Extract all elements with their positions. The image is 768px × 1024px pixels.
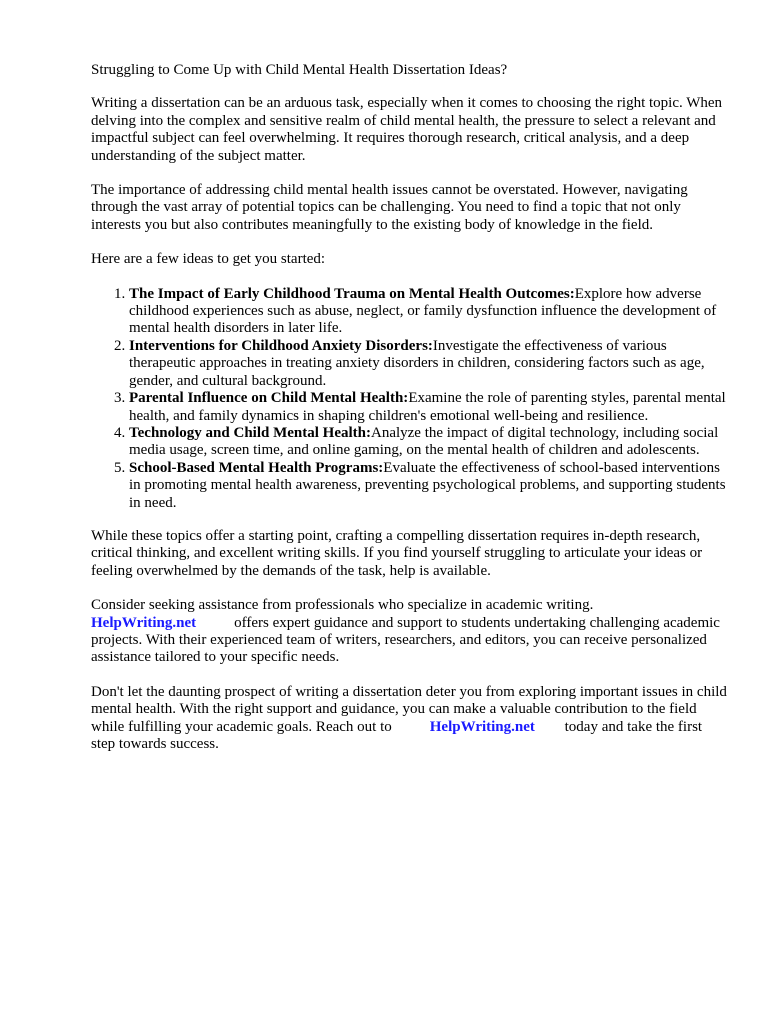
closing-lead: Don't let the daunting prospect of writing a dissertation deter you from exploring important issues in child mental health. With the right support and guidance, you can make a valuable contribution to the field while fulfilling your academic goals. Reach out to bbox=[91, 683, 727, 735]
helpwriting-link[interactable]: HelpWriting.net bbox=[91, 614, 197, 631]
assistance-lead: Consider seeking assistance from professionals who specialize in academic writing. bbox=[91, 597, 594, 614]
ideas-intro: Here are a few ideas to get you started: bbox=[91, 251, 326, 268]
idea-text: Analyze the impact of digital technology, including social media usage, screen time, and online gaming, on the mental health of children and adolescents. bbox=[129, 424, 719, 459]
assistance-rest: offers expert guidance and support to students undertaking challenging academic projects. With their experienced team of writers, researchers, and editors, you can receive personalized assistance tailored to your specific needs. bbox=[91, 614, 720, 666]
list-item bbox=[129, 425, 727, 460]
idea-title: The Impact of Early Childhood Trauma on Mental Health Outcomes: bbox=[129, 285, 575, 302]
intro-paragraph: Writing a dissertation can be an arduous task, especially when it comes to choosing the right topic. When delving into the complex and sensitive realm of child mental health, the pressure to select a relevant and impactful subject can feel overwhelming. It requires thorough research, critical analysis, and a deep understanding of the subject matter. bbox=[91, 95, 723, 164]
importance-paragraph: The importance of addressing child mental health issues cannot be overstated. However, navigating through the vast array of potential topics can be challenging. You need to find a topic that not only interests you but also contributes meaningfully to the existing body of knowledge in the field. bbox=[91, 182, 688, 233]
idea-title: Parental Influence on Child Mental Health: bbox=[129, 390, 409, 407]
list-item bbox=[129, 286, 727, 338]
document-title: Struggling to Come Up with Child Mental Health Dissertation Ideas? bbox=[91, 62, 508, 78]
assistance-paragraph bbox=[91, 597, 727, 667]
document-page bbox=[91, 62, 727, 770]
closing-rest: today and take the first step towards success. bbox=[91, 718, 703, 752]
list-item bbox=[129, 390, 727, 425]
idea-title: Technology and Child Mental Health: bbox=[129, 424, 371, 441]
idea-text: Explore how adverse childhood experiences such as abuse, neglect, or family dysfunction influence the development of mental health disorders in later life. bbox=[129, 285, 717, 337]
idea-title: School-Based Mental Health Programs: bbox=[129, 459, 384, 476]
list-item bbox=[129, 338, 727, 390]
idea-text: Examine the role of parenting styles, parental mental health, and family dynamics in shaping children's emotional well-being and resilience. bbox=[129, 390, 726, 424]
idea-text: Investigate the effectiveness of various therapeutic approaches in treating anxiety disorders in children, considering factors such as age, gender, and cultural background. bbox=[129, 337, 705, 389]
starting-point-paragraph: While these topics offer a starting point, crafting a compelling dissertation requires in-depth research, critical thinking, and excellent writing skills. If you find yourself struggling to articulate your ideas or feeling overwhelmed by the demands of the task, help is available. bbox=[91, 527, 703, 579]
closing-paragraph bbox=[91, 684, 727, 754]
idea-title: Interventions for Childhood Anxiety Disorders: bbox=[129, 337, 433, 354]
list-item bbox=[129, 460, 727, 512]
ideas-list bbox=[91, 286, 727, 512]
idea-text: Evaluate the effectiveness of school-based interventions in promoting mental health awareness, preventing psychological problems, and supporting students in need. bbox=[129, 459, 726, 511]
helpwriting-link[interactable]: HelpWriting.net bbox=[429, 718, 535, 735]
